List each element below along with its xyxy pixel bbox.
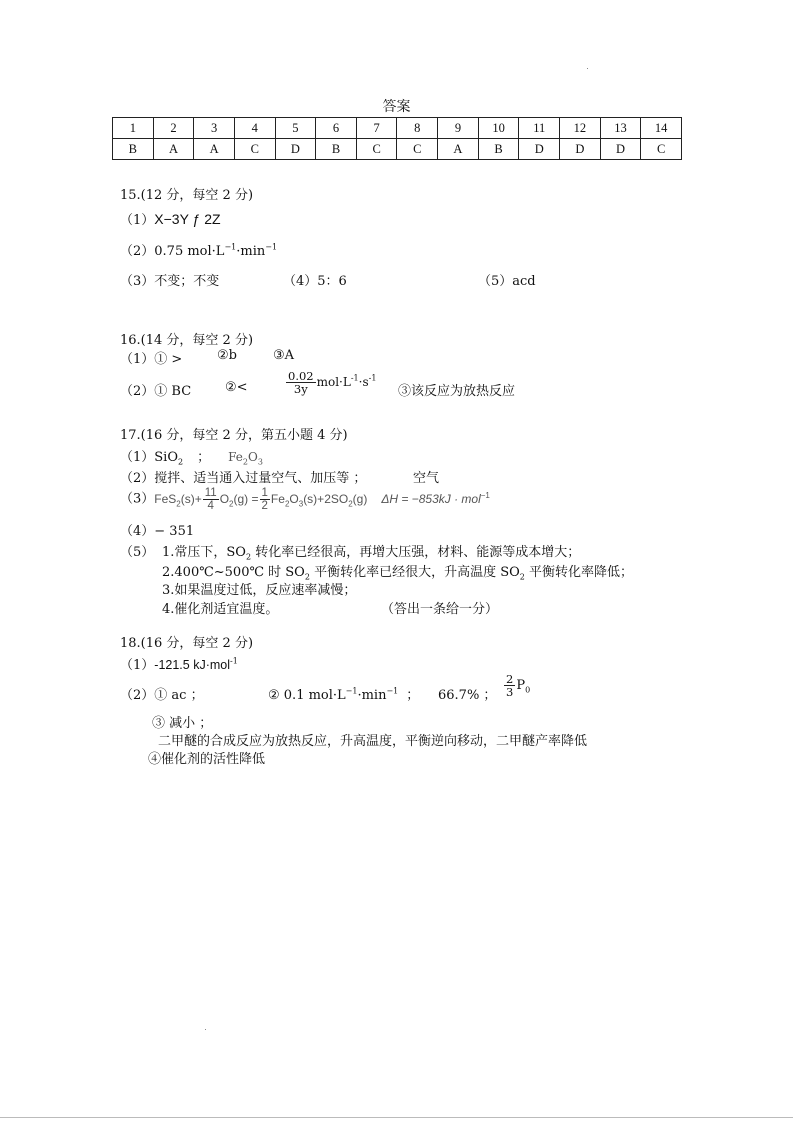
q17-eq-fe2o3: Fe xyxy=(270,491,285,506)
q17-reason-2-sub: 2 xyxy=(304,572,310,582)
answer-cell: C xyxy=(641,139,682,160)
answer-cell: D xyxy=(519,139,560,160)
question-number-cell: 12 xyxy=(560,118,601,139)
q18-enthalpy: -121.5 kJ·mol xyxy=(154,658,231,672)
q17-eq-so2: (s)+2SO xyxy=(303,491,349,506)
q17-line-2: （2）搅拌、适当通入过量空气、加压等 ； xyxy=(120,471,367,486)
q17-label-5: （5） xyxy=(120,545,155,560)
q17-reason-2c: 平衡转化率已经很大，升高温度 SO xyxy=(309,565,520,580)
q16-answer-2b: ②< xyxy=(225,380,248,395)
answer-table-number-row xyxy=(113,118,682,139)
q15-rate-unit: ·min xyxy=(236,244,266,259)
question-number-cell: 9 xyxy=(438,118,479,139)
q18-answer-3: ③ 减小 ； xyxy=(152,716,213,731)
q15-label-2: （2） xyxy=(120,244,155,259)
q15-line-1 xyxy=(120,209,221,228)
q18-line-1 xyxy=(120,654,238,673)
answer-cell: B xyxy=(316,139,357,160)
q18-fraction-num: 2 xyxy=(506,672,514,686)
question-number-cell: 5 xyxy=(275,118,316,139)
q17-eq-fraction-1-num: 11 xyxy=(204,487,217,499)
question-number-cell: 14 xyxy=(641,118,682,139)
answer-cell: B xyxy=(478,139,519,160)
q18-answer-4: ④催化剂的活性降低 xyxy=(148,752,266,767)
q17-line-3 xyxy=(120,487,490,512)
question-number-cell: 11 xyxy=(519,118,560,139)
q17-reason-2-sub-2: 2 xyxy=(519,572,525,582)
q16-fraction xyxy=(286,370,316,395)
q17-fe2o3: Fe xyxy=(228,450,243,464)
answer-cell: A xyxy=(153,139,194,160)
speck xyxy=(587,68,588,69)
q16-answer-1c: ③A xyxy=(273,348,295,363)
q15-rate-value: 0.75 mol·L xyxy=(154,244,225,259)
q18-pressure-expression xyxy=(503,673,530,698)
q17-eq-o2-sub: 2 xyxy=(229,499,234,509)
q17-reason-1a: 1.常压下，SO xyxy=(162,545,246,560)
q17-reason-4: 4.催化剂适宜温度。 xyxy=(162,602,279,617)
q16-unit-mid: ·s xyxy=(358,375,369,390)
q15-header: 15.(12 分，每空 2 分) xyxy=(120,188,254,203)
q17-delta-h-sup: −1 xyxy=(480,490,490,500)
q17-reason-2a: 2.400℃~500℃ xyxy=(162,565,265,580)
q17-label-1: （1） xyxy=(120,450,155,465)
q17-eq-fes2-sub: 2 xyxy=(176,499,181,509)
q15-answer-3: （3）不变；不变 xyxy=(120,274,220,289)
q17-label-3: （3） xyxy=(120,491,155,507)
q17-eq-so2-sub: 2 xyxy=(348,499,353,509)
q18-rate-mid: ·min xyxy=(357,688,387,703)
q16-answer-2c: ③该反应为放热反应 xyxy=(398,384,516,399)
q18-header: 18.(16 分，每空 2 分) xyxy=(120,636,254,651)
q17-eq-fraction-2-num: 1 xyxy=(261,487,268,499)
q17-eq-fraction-1 xyxy=(203,487,219,512)
q16-fraction-num: 0.02 xyxy=(288,369,314,383)
q17-scoring-note: （答出一条给一分） xyxy=(381,602,499,617)
q16-answer-2a: （2）① BC xyxy=(120,384,192,399)
answer-cell: C xyxy=(397,139,438,160)
question-number-cell: 13 xyxy=(600,118,641,139)
q17-eq-fraction-2 xyxy=(260,487,270,512)
answer-table xyxy=(112,117,682,160)
q18-label-1: （1） xyxy=(120,658,155,673)
q15-rate-sup-2: −1 xyxy=(265,242,278,252)
q17-reason-3: 3.如果温度过低，反应速率减慢； xyxy=(162,583,357,598)
q17-sio2-sub: 2 xyxy=(178,457,184,467)
q16-unit-sup-2: -1 xyxy=(368,373,377,383)
q15-answer-5: （5）acd xyxy=(478,274,536,289)
q18-rate: ② 0.1 mol·L xyxy=(268,688,346,703)
answer-cell: C xyxy=(356,139,397,160)
question-number-cell: 6 xyxy=(316,118,357,139)
q17-line-1 xyxy=(120,446,263,467)
q16-header: 16.(14 分，每空 2 分) xyxy=(120,333,254,348)
q18-pressure: P xyxy=(516,678,526,694)
q15-reaction: X−3Y ƒ 2Z xyxy=(154,211,221,227)
answer-table-answer-row xyxy=(113,139,682,160)
q16-unit: mol·L xyxy=(316,375,351,390)
q17-eq-fe2o3-sub-2: 3 xyxy=(298,499,304,509)
q15-rate-sup-1: −1 xyxy=(224,242,237,252)
q18-answer-2b xyxy=(268,684,419,703)
q17-reason-1b: 转化率已经很高，再增大压强，材料、能源等成本增大； xyxy=(251,545,581,560)
question-number-cell: 2 xyxy=(153,118,194,139)
q17-line-4: （4）− 351 xyxy=(120,524,195,539)
answer-cell: D xyxy=(275,139,316,160)
q17-reason-1-sub: 2 xyxy=(245,552,252,562)
q16-answer-1a: （1）① > xyxy=(120,352,183,367)
q18-fraction xyxy=(504,673,515,698)
q18-rate-sup-2: −1 xyxy=(386,686,399,696)
q17-reason-2d: 平衡转化率降低； xyxy=(524,565,634,580)
answer-cell: D xyxy=(600,139,641,160)
q15-line-2 xyxy=(120,240,277,259)
q17-fe2o3-mid: O xyxy=(248,450,258,464)
q17-fe2o3-sub-1: 2 xyxy=(242,457,248,467)
q15-answer-4: （4）5：6 xyxy=(283,274,347,289)
q17-eq-fe2o3-mid: O xyxy=(289,491,299,506)
q17-line-2-air: 空气 xyxy=(413,471,440,486)
q17-separator: ； xyxy=(197,450,211,465)
q17-eq-fe2o3-sub-1: 2 xyxy=(284,499,290,509)
q17-eq-o2: O xyxy=(219,491,230,506)
q15-label-1: （1） xyxy=(120,213,155,228)
question-number-cell: 1 xyxy=(113,118,154,139)
q17-eq-fraction-2-den: 2 xyxy=(261,500,268,513)
q17-thermo-equation xyxy=(154,487,490,513)
q17-eq-part-2: (s)+ xyxy=(180,491,202,506)
q17-fe2o3-sub-2: 3 xyxy=(257,457,263,467)
q17-header: 17.(16 分，每空 2 分，第五小题 4 分) xyxy=(120,428,348,443)
q18-fraction-den: 3 xyxy=(506,685,514,700)
page-bottom-border xyxy=(0,1117,793,1118)
q16-rate-expression xyxy=(285,370,376,395)
answer-cell: B xyxy=(113,139,154,160)
answer-cell: D xyxy=(560,139,601,160)
q16-fraction-den: 3y xyxy=(293,382,308,397)
q18-pressure-sub: 0 xyxy=(525,685,531,695)
answer-cell: A xyxy=(194,139,235,160)
question-number-cell: 4 xyxy=(234,118,275,139)
page-title: 答案 xyxy=(382,99,411,115)
q18-answer-2a: （2）① ac ； xyxy=(120,688,204,703)
q17-eq-fraction-1-den: 4 xyxy=(207,500,214,513)
answer-cell: A xyxy=(438,139,479,160)
q17-eq-fes2: FeS xyxy=(154,491,177,506)
question-number-cell: 10 xyxy=(478,118,519,139)
q18-explanation: 二甲醚的合成反应为放热反应，升高温度，平衡逆向移动，二甲醚产率降低 xyxy=(158,734,588,749)
question-number-cell: 7 xyxy=(356,118,397,139)
q17-delta-h: ΔH = −853kJ · mol xyxy=(381,491,481,506)
q18-enthalpy-sup: -1 xyxy=(230,656,238,666)
q16-answer-1b: ②b xyxy=(217,348,237,363)
q17-reason-1 xyxy=(162,541,580,562)
question-number-cell: 3 xyxy=(194,118,235,139)
q17-reason-2b: 时 SO xyxy=(264,565,305,580)
q18-rate-sup-1: −1 xyxy=(345,686,358,696)
q18-rate-end: ； xyxy=(406,688,420,703)
q16-unit-sup-1: -1 xyxy=(350,373,359,383)
q17-eq-part-4: (g) = xyxy=(233,491,259,506)
q18-answer-2c: 66.7% ； xyxy=(438,688,497,703)
question-number-cell: 8 xyxy=(397,118,438,139)
q17-sio2: SiO xyxy=(154,450,179,465)
speck xyxy=(205,1029,206,1030)
q17-eq-part-7: (g) xyxy=(352,491,368,506)
answer-cell: C xyxy=(234,139,275,160)
